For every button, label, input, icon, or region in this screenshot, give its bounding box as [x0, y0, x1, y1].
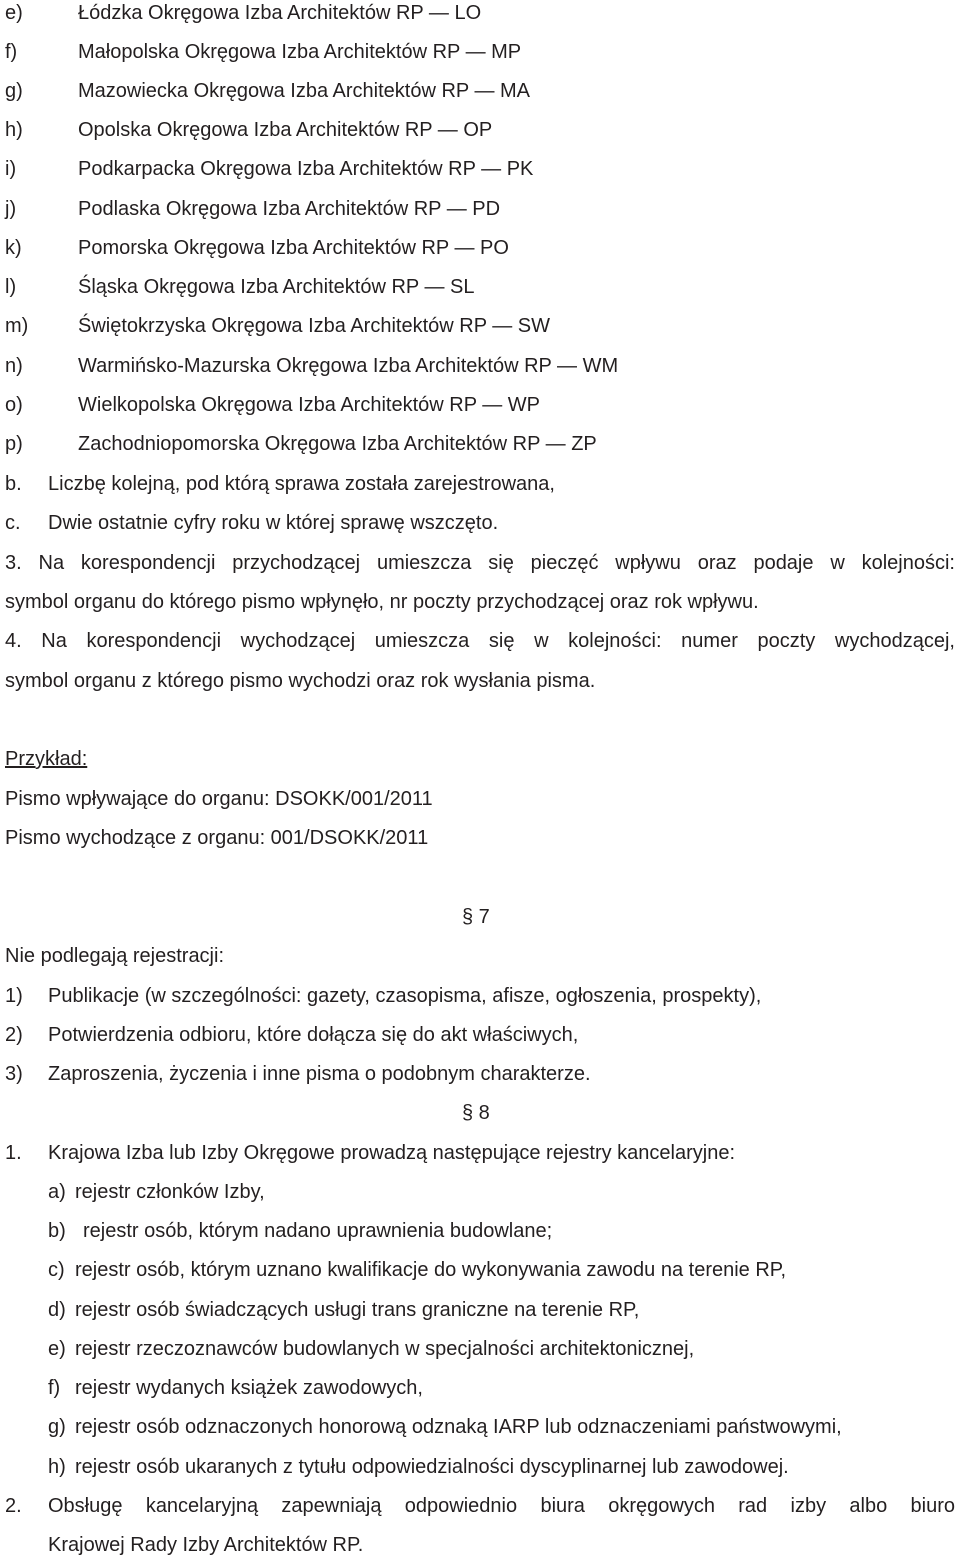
paragraph-line: Obsługę kancelaryjną zapewniają odpowiednio biura okręgowych rad izby albo biuro — [48, 1495, 955, 1517]
example-outgoing: Pismo wychodzące z organu: 001/DSOKK/2011 — [5, 827, 429, 849]
section-intro: Nie podlegają rejestracji: — [5, 945, 225, 967]
paragraph-line: 4. Na korespondencji wychodzącej umieszcza się w kolejności: numer poczty wychodzącej, — [5, 630, 955, 652]
example-heading: Przykład: — [5, 748, 88, 770]
paragraph-line: Krajowej Rady Izby Architektów RP. — [48, 1534, 364, 1556]
section-heading: § 8 — [462, 1102, 490, 1124]
section-heading: § 7 — [462, 906, 490, 928]
example-incoming: Pismo wpływające do organu: DSOKK/001/2011 — [5, 788, 433, 810]
paragraph-line: symbol organu z którego pismo wychodzi oraz rok wysłania pisma. — [5, 670, 596, 692]
paragraph-line: 3. Na korespondencji przychodzącej umieszcza się pieczęć wpływu oraz podaje w kolejności: — [5, 552, 955, 574]
paragraph-line: symbol organu do którego pismo wpłynęło, nr poczty przychodzącej oraz rok wpływu. — [5, 591, 759, 613]
